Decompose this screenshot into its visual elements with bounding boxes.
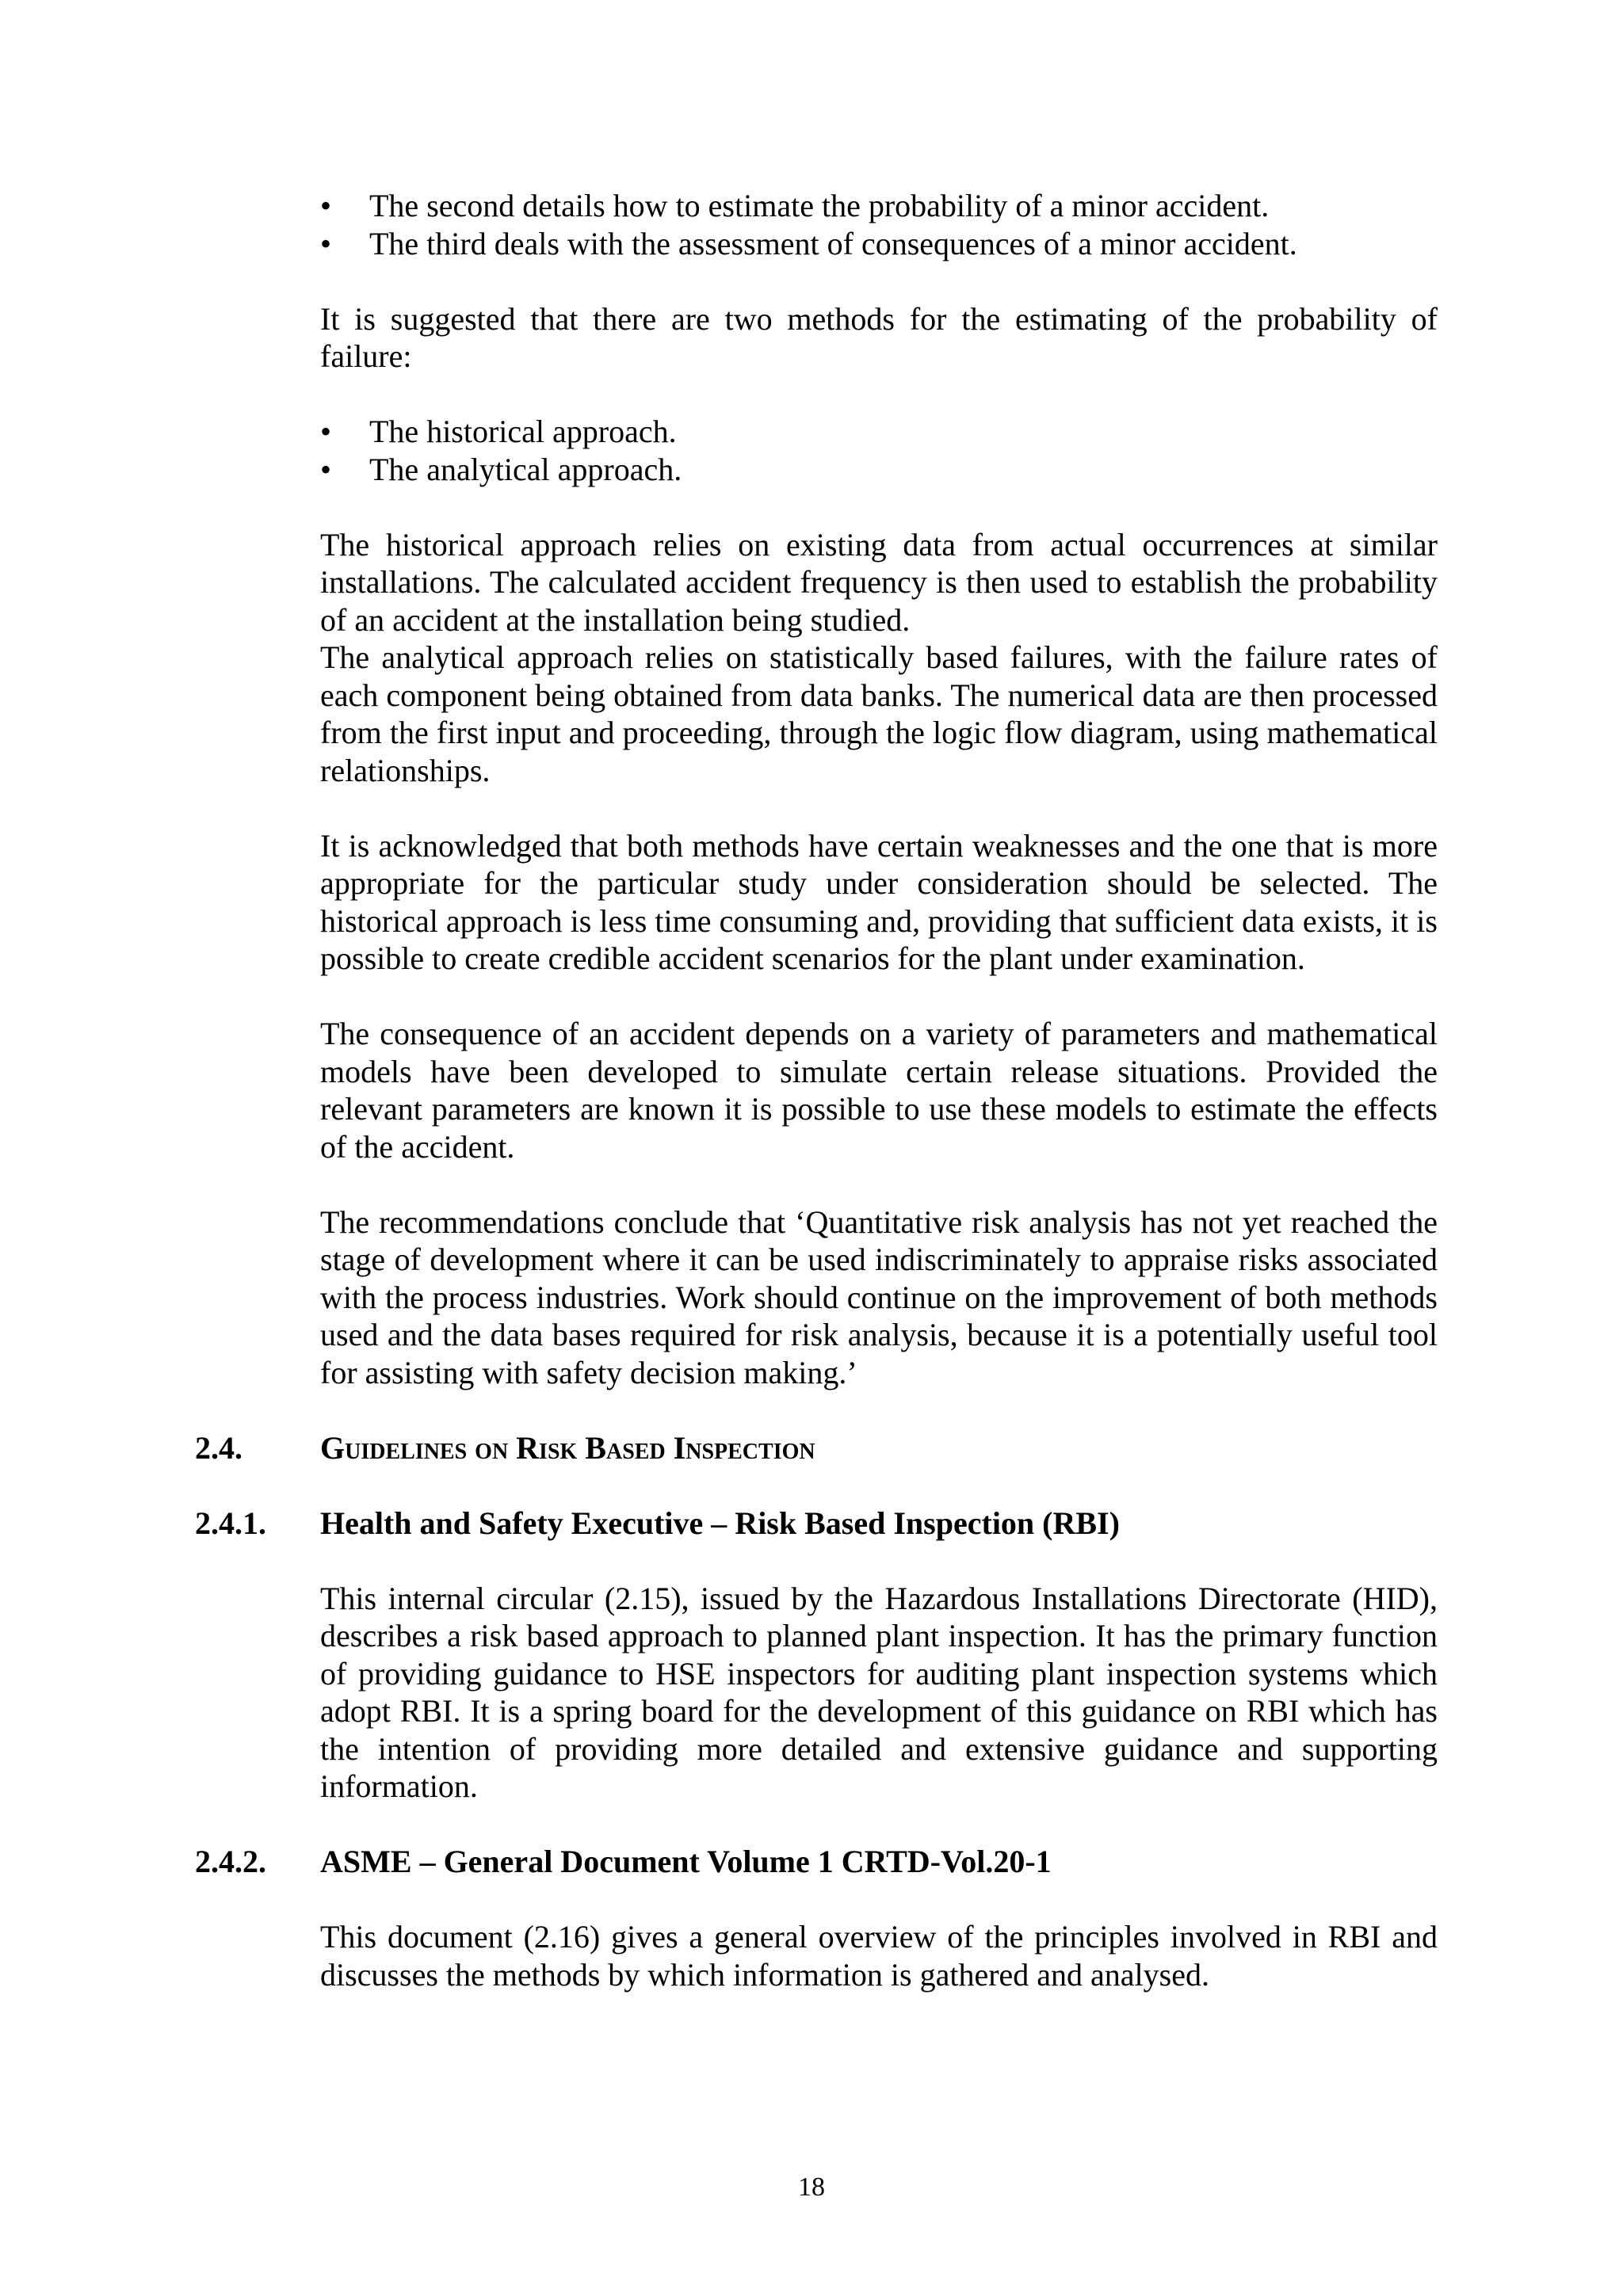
bullet-list-accident [320, 187, 1438, 262]
paragraph-methods-intro: It is suggested that there are two methods for the estimating of the probability of failure: [320, 300, 1438, 374]
section-title: Health and Safety Executive – Risk Based Inspection (RBI) [320, 1505, 1120, 1541]
bullet-icon: • [320, 451, 332, 487]
section-heading-2-4-1 [195, 1505, 1438, 1543]
paragraph-historical: The historical approach relies on existing data from actual occurrences at similar installations. The calculated accident frequency is then used to establish the probability of an accident at the installation being studied. [320, 526, 1438, 638]
page-number: 18 [798, 2172, 825, 2202]
section-number: 2.4.2. [195, 1844, 266, 1879]
paragraph-hse-circular: This internal circular (2.15), issued by the Hazardous Installations Directorate (HID), describes a risk based approach to planned plant inspection. It has the primary function of providing guidance to HSE inspectors for auditing plant inspection systems which adopt RBI. It is a spring board for the development of this guidance on RBI which has the intention of providing more detailed and extensive guidance and supporting information. [320, 1580, 1438, 1804]
list-item: • The second details how to estimate the probability of a minor accident. [320, 188, 1270, 223]
list-item: • The third deals with the assessment of consequences of a minor accident. [320, 225, 1297, 261]
section-title: Guidelines on Risk Based Inspection [320, 1429, 815, 1466]
bullet-list-methods [320, 413, 1438, 488]
paragraph-analytical: The analytical approach relies on statistically based failures, with the failure rates of each component being obtained from data banks. The numerical data are then processed from the first input and proceeding, through the logic flow diagram, using mathematical relationships. [320, 639, 1438, 788]
list-item: • The analytical approach. [320, 451, 682, 487]
section-title: ASME – General Document Volume 1 CRTD-Vol.20-1 [320, 1844, 1052, 1879]
page-content [195, 187, 1438, 1993]
paragraph-acknowledged: It is acknowledged that both methods have certain weaknesses and the one that is more appropriate for the particular study under consideration should be selected. The historical approach is less time consuming and, providing that sufficient data exists, it is possible to create credible accident scenarios for the plant under examination. [320, 827, 1438, 976]
section-heading-2-4-2 [195, 1843, 1438, 1881]
section-number: 2.4. [195, 1429, 242, 1466]
paragraph-recommendations: The recommendations conclude that ‘Quantitative risk analysis has not yet reached the stage of development where it can be used indiscriminately to appraise risks associated with the process industries. Work should continue on the improvement of both methods used and the data bases required for risk analysis, because it is a potentially useful tool for assisting with safety decision making.’ [320, 1203, 1438, 1390]
section-number: 2.4.1. [195, 1505, 266, 1541]
section-heading-2-4 [195, 1429, 1438, 1467]
bullet-icon: • [320, 188, 332, 223]
paragraph-asme-document: This document (2.16) gives a general overview of the principles involved in RBI and discusses the methods by which information is gathered and analysed. [320, 1919, 1438, 1993]
bullet-icon: • [320, 225, 332, 261]
list-item: • The historical approach. [320, 414, 677, 449]
paragraph-consequence: The consequence of an accident depends on a variety of parameters and mathematical models have been developed to simulate certain release situations. Provided the relevant parameters are known it is possible to use these models to estimate the effects of the accident. [320, 1016, 1438, 1165]
bullet-icon: • [320, 414, 332, 449]
